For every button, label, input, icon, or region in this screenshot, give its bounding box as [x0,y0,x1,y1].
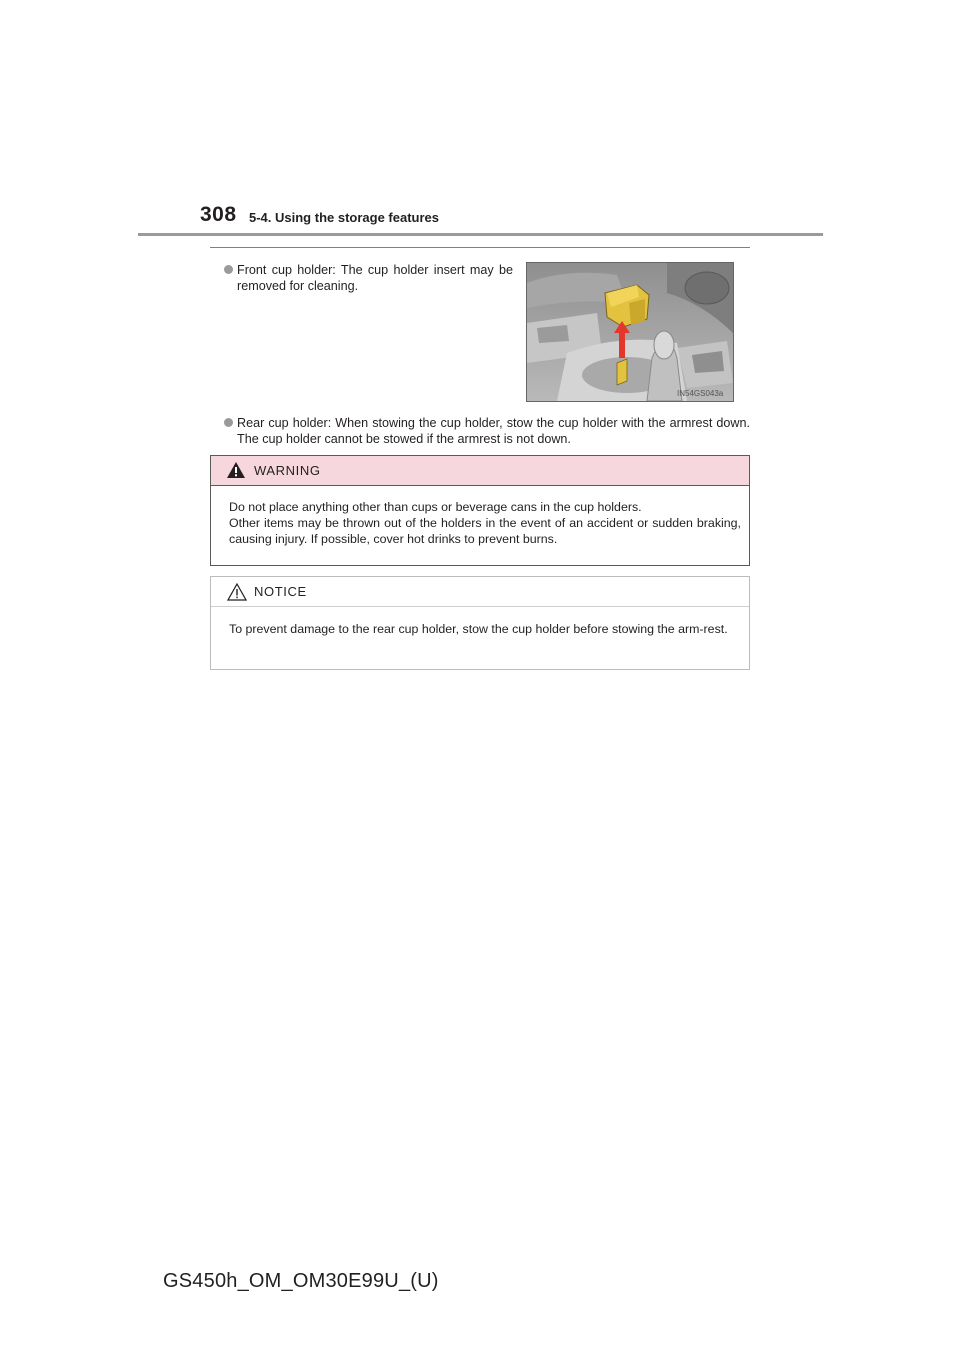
document-code: GS450h_OM_OM30E99U_(U) [163,1270,439,1292]
notice-label: NOTICE [254,584,307,599]
header-rule [138,233,823,236]
warning-triangle-icon [227,462,245,478]
bullet-text: Front cup holder: The cup holder insert may be removed for cleaning. [237,263,513,293]
warning-body [229,499,741,547]
cup-holder-illustration [526,262,734,402]
warning-line: Do not place anything other than cups or beverage cans in the cup holders. [229,500,642,514]
warning-header [211,456,749,486]
notice-header [211,577,749,607]
bullet-front-cup-holder [237,262,513,294]
cup-holder-photo-icon [527,263,733,401]
bullet-dot-icon [224,265,233,274]
warning-label: WARNING [254,463,321,478]
notice-box [210,576,750,670]
bullet-dot-icon [224,418,233,427]
warning-line: Other items may be thrown out of the holders in the event of an accident or sudden braking, causing injury. If possible, cover hot drinks to prevent burns. [229,516,741,546]
bullet-rear-cup-holder [237,415,750,447]
notice-triangle-icon [227,583,247,601]
notice-text: To prevent damage to the rear cup holder, stow the cup holder before stowing the arm-rest. [229,622,728,636]
notice-body [229,621,741,637]
section-title: 5-4. Using the storage features [249,210,439,225]
page-number: 308 [200,203,237,226]
bullet-text: Rear cup holder: When stowing the cup holder, stow the cup holder with the armrest down. The cup holder cannot be stowed if the armrest is not down. [237,416,750,446]
warning-box [210,455,750,566]
content-rule [210,247,750,248]
figure-code: IN54GS043a [677,389,724,398]
